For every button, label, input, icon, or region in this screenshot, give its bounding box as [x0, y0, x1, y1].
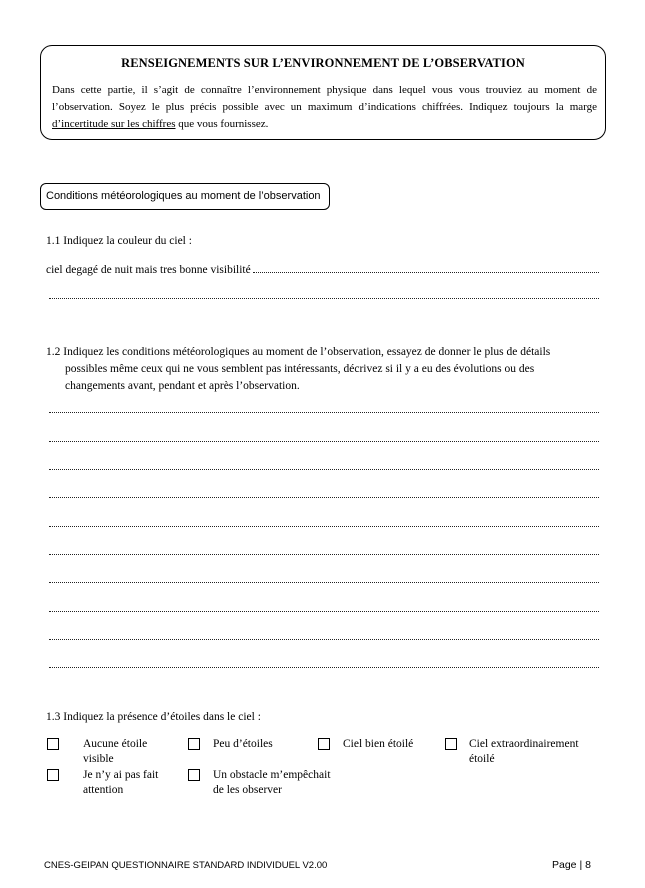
- question-1-2-line-3: changements avant, pendant et après l’observation.: [65, 380, 300, 392]
- option-ciel-bien-etoile: Ciel bien étoilé: [343, 738, 414, 750]
- footer-document-name: CNES-GEIPAN QUESTIONNAIRE STANDARD INDIVIDUEL V2.00: [44, 860, 328, 871]
- answer-dotted-line[interactable]: [49, 440, 599, 442]
- answer-dotted-line[interactable]: [49, 666, 599, 668]
- option-obstacle: Un obstacle m’empêchait de les observer: [213, 769, 331, 796]
- question-1-2-label: [46, 344, 600, 395]
- question-1-1-answer-line[interactable]: [46, 262, 599, 276]
- question-1-1-answer: ciel degagé de nuit mais tres bonne visibilité: [46, 264, 251, 276]
- question-1-2-line-1: 1.2 Indiquez les conditions météorologiques au moment de l’observation, essayez de donner le plus de détails: [46, 346, 551, 358]
- intro-text-end: que vous fournissez.: [175, 118, 269, 130]
- answer-dotted-line[interactable]: [49, 496, 599, 498]
- answer-dotted-line[interactable]: [49, 553, 599, 555]
- intro-text-underlined: d’incertitude sur les chiffres: [52, 118, 176, 130]
- option-pas-fait-attention: Je n’y ai pas fait attention: [83, 769, 159, 796]
- intro-text: [52, 82, 597, 133]
- intro-text-main: Dans cette partie, il s’agit de connaître l’environnement physique dans lequel vous vous trouviez au moment de l’observation. Soyez le plus précis possible avec un maximum d’indications chiffrées. Indiquez toujours la marge: [52, 84, 597, 113]
- checkbox-ciel-bien-etoile[interactable]: [318, 738, 330, 750]
- checkbox-peu-etoiles[interactable]: [188, 738, 200, 750]
- intro-title: RENSEIGNEMENTS SUR L’ENVIRONNEMENT DE L’OBSERVATION: [121, 56, 525, 70]
- option-peu-etoiles: Peu d’étoiles: [213, 738, 273, 750]
- answer-dotted-fill: [253, 262, 599, 273]
- question-1-3-label: 1.3 Indiquez la présence d’étoiles dans le ciel :: [46, 711, 261, 723]
- answer-dotted-line[interactable]: [49, 638, 599, 640]
- option-ciel-extraordinairement-etoile: Ciel extraordinairement étoilé: [469, 738, 579, 765]
- section-heading: Conditions météorologiques au moment de l’observation: [40, 183, 330, 210]
- checkbox-pas-fait-attention[interactable]: [47, 769, 59, 781]
- answer-dotted-line[interactable]: [49, 525, 599, 527]
- checkbox-ciel-extraordinairement-etoile[interactable]: [445, 738, 457, 750]
- answer-dotted-line[interactable]: [49, 610, 599, 612]
- answer-dotted-line[interactable]: [49, 468, 599, 470]
- answer-dotted-line[interactable]: [49, 581, 599, 583]
- option-aucune-etoile: Aucune étoile visible: [83, 738, 148, 765]
- checkbox-obstacle[interactable]: [188, 769, 200, 781]
- answer-dotted-line[interactable]: [49, 411, 599, 413]
- checkbox-aucune-etoile[interactable]: [47, 738, 59, 750]
- footer-page-number: Page | 8: [552, 859, 591, 871]
- answer-dotted-line[interactable]: [49, 297, 599, 299]
- question-1-1-label: 1.1 Indiquez la couleur du ciel :: [46, 235, 192, 247]
- question-1-2-line-2: possibles même ceux qui ne vous semblent pas intéressants, décrivez si il y a eu des évolutions ou des: [65, 363, 535, 375]
